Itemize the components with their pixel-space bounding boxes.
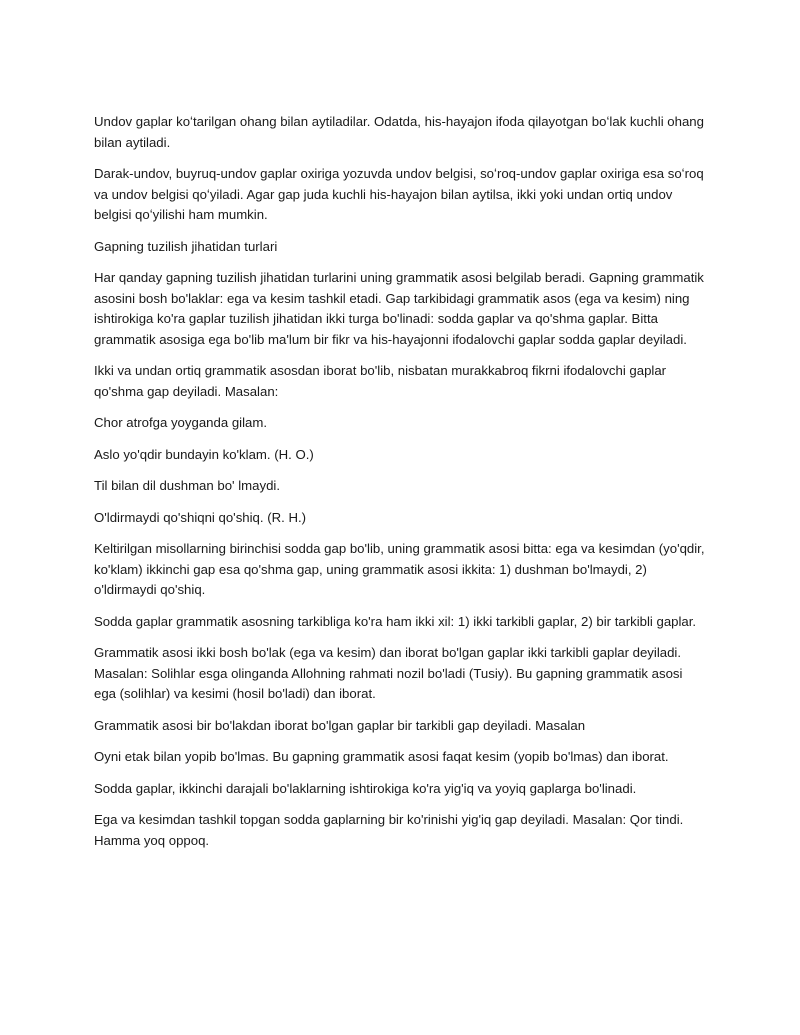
- paragraph-one-part-example: Oyni etak bilan yopib bo'lmas. Bu gapning grammatik asosi faqat kesim (yopib bo'lmas) dan iborat.: [94, 749, 669, 764]
- paragraph-simple-sentence-types: Sodda gaplar grammatik asosning tarkibliga ko'ra ham ikki xil: 1) ikki tarkibli gaplar, 2) bir tarkibli gaplar.: [94, 613, 697, 629]
- paragraph-exclamatory-intonation: Undov gaplar koʻtarilgan ohang bilan aytiladilar. Odatda, his-hayajon ifoda qilayotgan boʻlak kuchli ohang bilan aytiladi.: [94, 114, 704, 150]
- paragraph-punctuation-marks: Darak-undov, buyruq-undov gaplar oxiriga yozuvda undov belgisi, soʻroq-undov gaplar oxiriga esa soʻroq va undov belgisi qoʻyiladi. Agar gap juda kuchli his-hayajon bilan aytilsa, ikki yoki undan ortiq undov belgisi qoʻyilishi ham mumkin.: [94, 166, 704, 222]
- paragraph-one-part-sentences: Grammatik asosi bir bo'lakdan iborat bo'lgan gaplar bir tarkibli gap deyiladi. Masalan: [94, 717, 586, 733]
- example-line-2: Aslo yo'qdir bundayin ko'klam. (H. O.): [94, 446, 314, 462]
- section-heading: Gapning tuzilish jihatidan turlari: [94, 238, 278, 254]
- document-body: [94, 112, 708, 862]
- paragraph-grammatical-basis: Har qanday gapning tuzilish jihatidan turlarini uning grammatik asosi belgilab beradi. Gapning grammatik asosini bosh bo'laklar: ega va kesim tashkil etadi. Gap tarkibidagi grammatik asos (ega va kesim) ning ishtirokiga ko'ra gaplar tuzilish jihatidan ikki turga bo'linadi: sodda gaplar va qo'shma gaplar. Bitta grammatik asosiga ega bo'lib ma'lum bir fikr va his-hayajonni ifodalovchi gaplar sodda gaplar deyiladi.: [94, 270, 704, 347]
- paragraph-unextended-sentences: Ega va kesimdan tashkil topgan sodda gaplarning bir ko'rinishi yig'iq gap deyiladi. Masalan: Qor tindi. Hamma yoq oppoq.: [94, 812, 684, 848]
- example-line-1: Chor atrofga yoyganda gilam.: [94, 415, 268, 430]
- paragraph-two-part-sentences: Grammatik asosi ikki bosh bo'lak (ega va kesim) dan iborat bo'lgan gaplar ikki tarkibli gaplar deyiladi. Masalan: Solihlar esga olinganda Allohning rahmati nozil bo'ladi (Tusiy). Bu gapning grammatik asosi ega (solihlar) va kesimi (hosil bo'ladi) dan iborat.: [94, 645, 683, 701]
- example-line-4: O'ldirmaydi qo'shiqni qo'shiq. (R. H.): [94, 509, 307, 525]
- example-line-3: Til bilan dil dushman bo' lmaydi.: [94, 478, 281, 493]
- paragraph-example-analysis: Keltirilgan misollarning birinchisi sodda gap bo'lib, uning grammatik asosi bitta: ega va kesimdan (yo'qdir, ko'klam) ikkinchi gap esa qo'shma gap, uning grammatik asosi ikkita: 1) dushman bo'lmaydi, 2) o'ldirmaydi qo'shiq.: [94, 541, 705, 597]
- paragraph-compound-sentence: Ikki va undan ortiq grammatik asosdan iborat bo'lib, nisbatan murakkabroq fikrni ifodalovchi gaplar qo'shma gap deyiladi. Masalan:: [94, 363, 667, 399]
- paragraph-extended-sentences: Sodda gaplar, ikkinchi darajali bo'laklarning ishtirokiga ko'ra yig'iq va yoyiq gaplarga bo'linadi.: [94, 780, 637, 796]
